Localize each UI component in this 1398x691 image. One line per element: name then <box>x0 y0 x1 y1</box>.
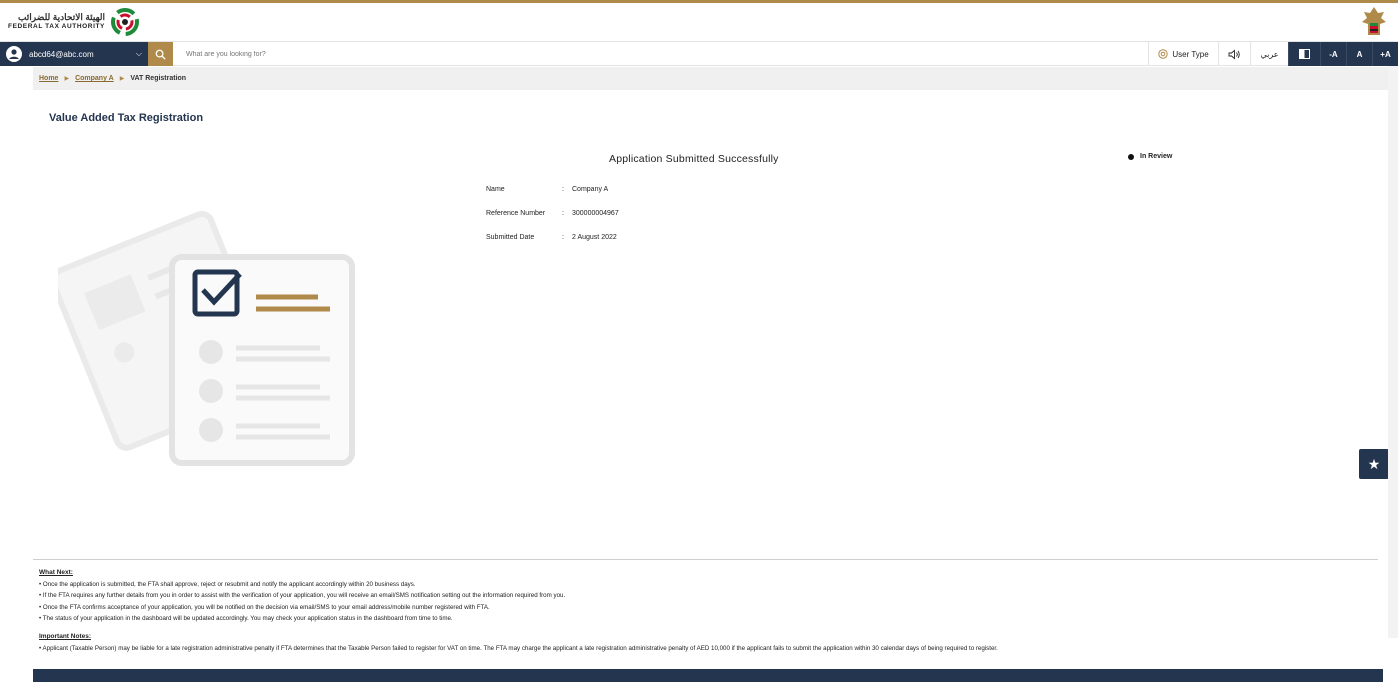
account-email: abcd64@abc.com <box>29 49 94 59</box>
top-navigation-bar <box>0 41 1398 66</box>
what-next-item: • Once the FTA confirms acceptance of your application, you will be notified on the decision via email/SMS to your email address/mobile number registered with FTA. <box>39 603 490 611</box>
detail-row-date <box>486 234 619 258</box>
footer-bar <box>33 669 1383 682</box>
font-decrease-button[interactable]: -A <box>1320 42 1346 66</box>
site-header <box>0 3 1398 41</box>
account-dropdown[interactable] <box>0 42 148 66</box>
detail-value: 300000004967 <box>572 210 619 217</box>
fta-logo[interactable] <box>8 6 139 38</box>
breadcrumb-company-link[interactable]: Company A <box>75 75 114 82</box>
important-notes-heading: Important Notes: <box>39 632 91 640</box>
important-note-item: • Applicant (Taxable Person) may be liable for a late registration administrative penalty if FTA determines that the Taxable Person failed to register for VAT on time. The FTA may charge the applicant a late registration administrative penalty of AED 10,000 if the applicant fails to submit the application within 30 calendar days of being required to register. <box>39 644 998 652</box>
font-normal-button[interactable]: A <box>1346 42 1372 66</box>
detail-row-reference <box>486 210 619 234</box>
detail-value: Company A <box>572 186 609 193</box>
section-divider <box>33 559 1378 560</box>
star-icon: ★ <box>1367 455 1381 472</box>
status-label: In Review <box>1140 153 1173 160</box>
what-next-item: • The status of your application in the dashboard will be updated accordingly. You may check your application status in the dashboard from time to time. <box>39 615 453 623</box>
logo-english-text: FEDERAL TAX AUTHORITY <box>8 23 105 31</box>
what-next-item: • If the FTA requires any further details from you in order to assist with the verification of your application, you will receive an email/SMS notification setting out the information required from you. <box>39 592 566 600</box>
detail-label: Submitted Date <box>486 234 535 241</box>
breadcrumb-home-link[interactable]: Home <box>39 75 59 82</box>
contrast-icon <box>1299 49 1310 59</box>
what-next-item: • Once the application is submitted, the FTA shall approve, reject or resubmit and notify the applicant accordingly within 20 business days. <box>39 580 416 588</box>
favorite-button[interactable] <box>1359 449 1389 479</box>
user-type-button[interactable] <box>1148 42 1218 66</box>
user-type-label: User Type <box>1172 49 1209 59</box>
user-type-icon <box>1158 49 1168 59</box>
search-button[interactable] <box>148 42 173 66</box>
detail-separator: : <box>562 234 564 241</box>
breadcrumb-current: VAT Registration <box>130 75 187 82</box>
breadcrumb-arrow-icon: ▶ <box>119 76 125 82</box>
status-badge <box>1128 153 1172 160</box>
search-icon <box>155 49 166 60</box>
language-toggle[interactable]: عربي <box>1250 42 1288 66</box>
detail-separator: : <box>562 186 564 193</box>
success-message: Application Submitted Successfully <box>609 153 779 165</box>
speaker-icon <box>1228 49 1241 60</box>
detail-separator: : <box>562 210 564 217</box>
breadcrumb-arrow-icon: ▶ <box>64 76 70 82</box>
breadcrumb <box>33 67 1388 90</box>
font-increase-button[interactable]: +A <box>1372 42 1398 66</box>
user-circle-icon <box>6 46 22 62</box>
detail-row-name <box>486 186 619 210</box>
fta-logo-mark-icon <box>111 8 139 36</box>
chevron-down-icon: ⌵ <box>135 49 142 58</box>
detail-label: Name <box>486 186 505 193</box>
page-scrollbar[interactable] <box>1388 66 1398 638</box>
notes-section <box>39 567 998 654</box>
application-document-illustration <box>58 190 358 470</box>
page-title: Value Added Tax Registration <box>49 112 204 124</box>
contrast-toggle[interactable] <box>1288 42 1320 66</box>
application-details <box>486 186 619 258</box>
logo-arabic-text: الهيئة الاتحادية للضرائب <box>17 12 105 23</box>
status-dot-icon <box>1128 154 1134 160</box>
utility-toolbar <box>1148 42 1398 66</box>
what-next-heading: What Next: <box>39 569 73 576</box>
uae-emblem-icon <box>1360 5 1388 39</box>
detail-label: Reference Number <box>486 210 546 217</box>
search-input[interactable] <box>176 42 1076 66</box>
detail-value: 2 August 2022 <box>572 234 617 241</box>
audio-button[interactable] <box>1218 42 1250 66</box>
